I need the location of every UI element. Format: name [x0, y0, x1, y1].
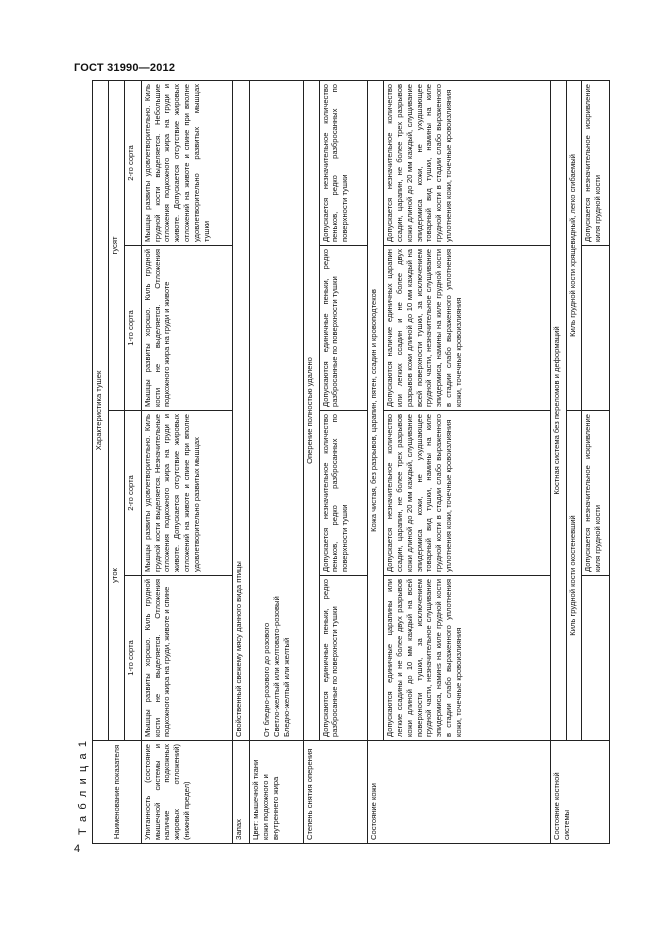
row-label-fatness: Упитанность (состояние мышечной системы и наличие подкожных жировых отложений) (нижний предел)	[141, 741, 232, 844]
table-row-fatness	[141, 81, 232, 844]
row-label-skin: Состояние кожи	[368, 741, 551, 844]
header-indicator: Наименование показателя	[93, 741, 142, 844]
color-line-muscle: От бледно-розового до розового	[262, 622, 272, 737]
feathers-span: Оперение полностью удалено	[303, 81, 319, 741]
header-duck-grade-1: 1-го сорта	[124, 576, 141, 741]
skin-goose-2: Допускается незначительное количество ссадин, царапин, не более трех разрывов кожи длиной до 20 мм каждый, слущивание эпидермиса кожи, не ухудшающее товарный вид тушки, намины на киле грудной кости в стадии слабо выраженного уплотнения кожи, точечные кровоизлияния	[383, 81, 550, 246]
table-row-feathers	[303, 81, 319, 844]
bones-goose-1-empty	[582, 246, 610, 411]
rotated-table-container	[92, 81, 610, 844]
skin-duck-1: Допускаются единичные царапины или легкие ссадины и не более двух разрывов кожи длиной до 10 мм каждый на всей поверхности тушки, за исключением грудной части, незначительное слущивание эпидермиса, наминs на киле грудной кости в стадии слабо выраженного уплотнения кожи, точечные кровоизлияния	[383, 576, 550, 741]
bones-goose-keel: Киль грудной кости хрящевидный, легко сгибаемый	[566, 81, 582, 411]
skin-span: Кожа чистая, без разрывов, царапин, пятен, ссадин и кровоподтеков	[368, 81, 384, 741]
quality-table	[92, 80, 610, 844]
skin-goose-1: Допускаются наличие единичных царапин или легких ссадин и не более двух разрывов кожи длиной до 10 мм каждый на всей поверхности тушки, за исключением грудной части, незначительное слущивание эпидермиса, намины на киле грудной кости в стадии слабо выраженного уплотнения кожи, точечные кровоизлияния	[383, 246, 550, 411]
color-values	[250, 81, 304, 741]
bones-duck-keel: Киль грудной кости окостеневший	[566, 411, 582, 741]
color-line-fat: Бледно-желтый или желтый	[281, 637, 291, 737]
bones-goose-2: Допускается незначительное искривление киля грудной кости	[582, 81, 610, 246]
header-characteristics: Характеристика тушек	[93, 81, 109, 741]
skin-duck-2: Допускается незначительное количество ссадин, царапин, не более трех разрывов кожи длиной до 20 мм каждый, слущивание эпидермиса кожи, не ухудшающее товарный вид тушки, намины на киле грудной кости в стадии слабо выраженного уплотнения кожи, точечные кровоизлияния	[383, 411, 550, 576]
header-duck-grade-2: 2-го сорта	[124, 411, 141, 576]
row-label-color: Цвет: мышечной ткани кожи подкожного и внутреннего жира	[250, 741, 304, 844]
smell-value: Свойственный свежему мясу данного вида птицы	[233, 81, 250, 741]
table-row-bones	[550, 81, 566, 844]
fatness-goose-1: Мышцы развиты хорошо. Киль грудной кости не выделяется. Отложения подкожного жира на груди и животе	[141, 246, 232, 411]
header-goose-grade-2: 2-го сорта	[124, 81, 141, 246]
color-line-skin: Светло-желтый или желтовато-розовый	[272, 596, 282, 737]
bones-span: Костная система без переломов и деформаций	[550, 81, 566, 741]
table-row-skin	[368, 81, 384, 844]
feathers-duck-2: Допускается незначительное количество пеньков, редко разбросанных по поверхности тушки	[319, 411, 368, 576]
row-label-feathers: Степень снятия оперения	[303, 741, 367, 844]
header-goose: гусят	[108, 81, 124, 411]
standard-header: ГОСТ 31990—2012	[74, 62, 176, 74]
table-row-color	[250, 81, 304, 844]
feathers-goose-2: Допускается незначительное количество пеньков, редко разбросанных по поверхности тушки	[319, 81, 368, 246]
fatness-duck-2: Мышцы развиты удовлетворительно. Киль грудной кости выделяется. Незначительные отложения подкожного жира на груди и животе. Допускается отсутствие жировых отложений на животе и спине при вполне удовлетворительно развитых мышцах	[141, 411, 232, 576]
bones-duck-2: Допускается незначительное искривление киля грудной кости	[582, 411, 610, 576]
row-label-bones: Состояние костной системы	[550, 741, 609, 844]
header-goose-grade-1: 1-го сорта	[124, 246, 141, 411]
header-duck: уток	[108, 411, 124, 741]
fatness-goose-2: Мышцы развиты удовлетворительно. Киль грудной кости выделяется. Небольшие отложения подкожного жира на груди и животе. Допускается отсутствие жировых отложений на животе и спине при вполне удовлетворительно развитых мышцах тушки	[141, 81, 232, 246]
fatness-duck-1: Мышцы развиты хорошо. Киль грудной кости не выделяется. Отложения подкожного жира на груди, животе и спине	[141, 576, 232, 741]
table-row-smell	[233, 81, 250, 844]
row-label-smell: Запах	[233, 741, 250, 844]
table-caption: Т а б л и ц а 1	[77, 739, 89, 835]
feathers-goose-1: Допускаются единичные пеньки, редко разбросанные по поверхности тушки	[319, 246, 368, 411]
page-number: 4	[74, 843, 81, 855]
feathers-duck-1: Допускаются единичные пеньки, редко разбросанные по поверхности тушки	[319, 576, 368, 741]
bones-duck-1-empty	[582, 576, 610, 741]
